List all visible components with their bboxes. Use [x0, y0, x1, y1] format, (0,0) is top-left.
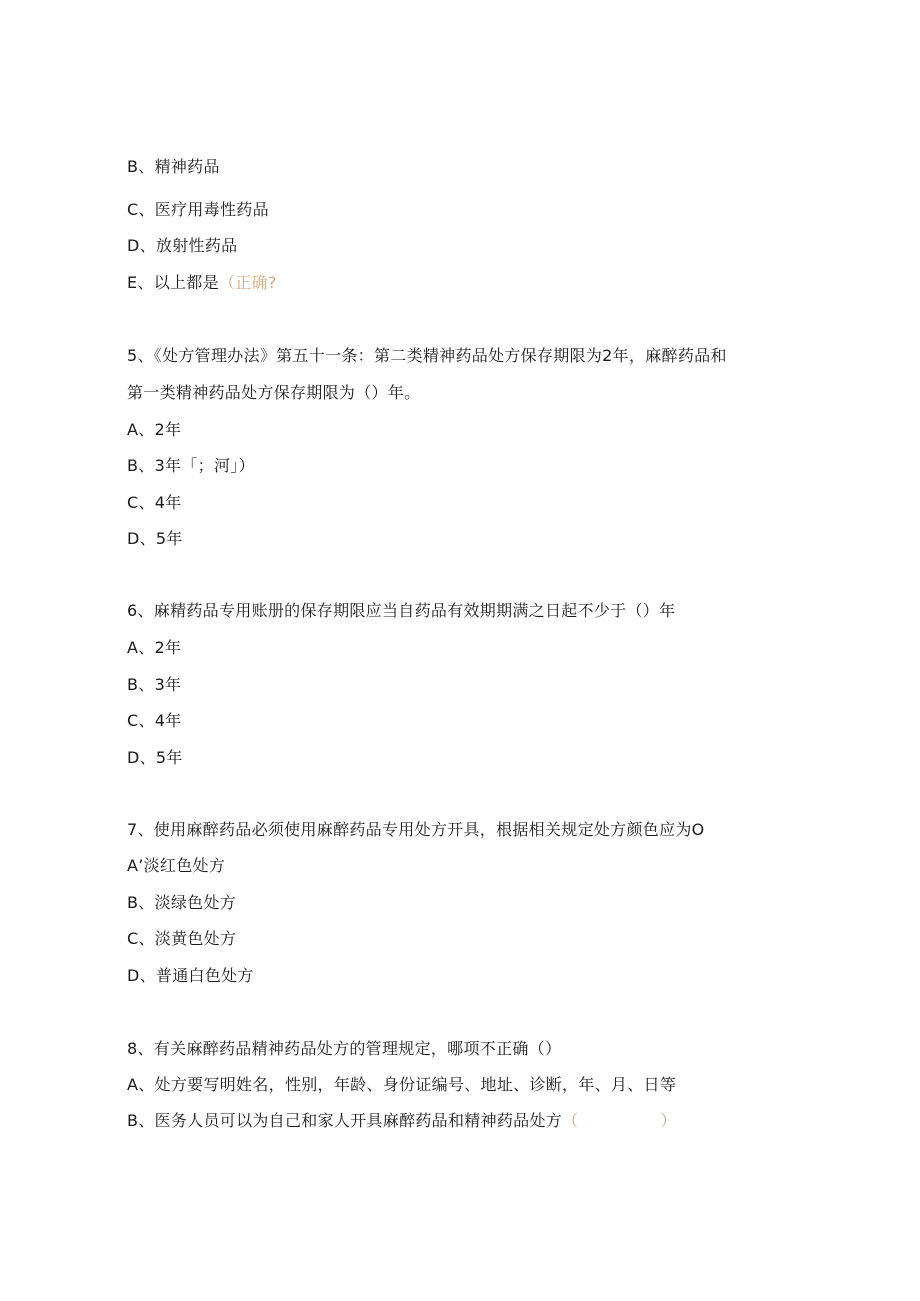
- q7-option-c: C、淡黄色处方: [127, 929, 237, 948]
- q5-stem-line2: 第一类精神药品处方保存期限为（）年。: [127, 383, 421, 402]
- q7-option-a: A’淡红色处方: [127, 856, 226, 875]
- q6-option-c: C、4年: [127, 711, 182, 730]
- q4-option-e: [127, 273, 277, 293]
- q4-option-e-text: E、以上都是: [127, 273, 219, 292]
- q5-option-d: D、5年: [127, 529, 183, 548]
- q5-option-b: B、3年「；河」）: [127, 456, 255, 475]
- q4-option-c: C、医疗用毒性药品: [127, 200, 269, 219]
- q4-option-e-annotation: （正确?: [218, 273, 277, 292]
- q5-option-c: C、4年: [127, 493, 182, 512]
- q8-stem: 8、有关麻醉药品精神药品处方的管理规定，哪项不正确（）: [127, 1039, 562, 1058]
- q5-stem-line1: 5、《处方管理办法》第五十一条：第二类精神药品处方保存期限为2年，麻醉药品和: [127, 346, 727, 365]
- q8-option-a: A、处方要写明姓名，性别，年龄、身份证编号、地址、诊断，年、月、日等: [127, 1075, 677, 1094]
- q8-option-b-bracket-close: ）: [660, 1111, 677, 1130]
- q8-option-b-text: B、医务人员可以为自己和家人开具麻醉药品和精神药品处方: [127, 1111, 563, 1130]
- q5-option-a: A、2年: [127, 420, 182, 439]
- q4-option-d: D、放射性药品: [127, 236, 238, 255]
- q7-option-b: B、淡绿色处方: [127, 893, 237, 912]
- q8-option-b: [127, 1111, 677, 1131]
- q6-option-b: B、3年: [127, 675, 182, 694]
- q6-stem: 6、麻精药品专用账册的保存期限应当自药品有效期期满之日起不少于（）年: [127, 601, 676, 620]
- q8-option-b-bracket-open: （: [562, 1111, 579, 1130]
- q7-stem: 7、使用麻醉药品必须使用麻醉药品专用处方开具，根据相关规定处方颜色应为O: [127, 820, 705, 839]
- q6-option-d: D、5年: [127, 748, 183, 767]
- q4-option-b: B、精神药品: [127, 157, 220, 176]
- q7-option-d: D、普通白色处方: [127, 966, 254, 985]
- q6-option-a: A、2年: [127, 638, 182, 657]
